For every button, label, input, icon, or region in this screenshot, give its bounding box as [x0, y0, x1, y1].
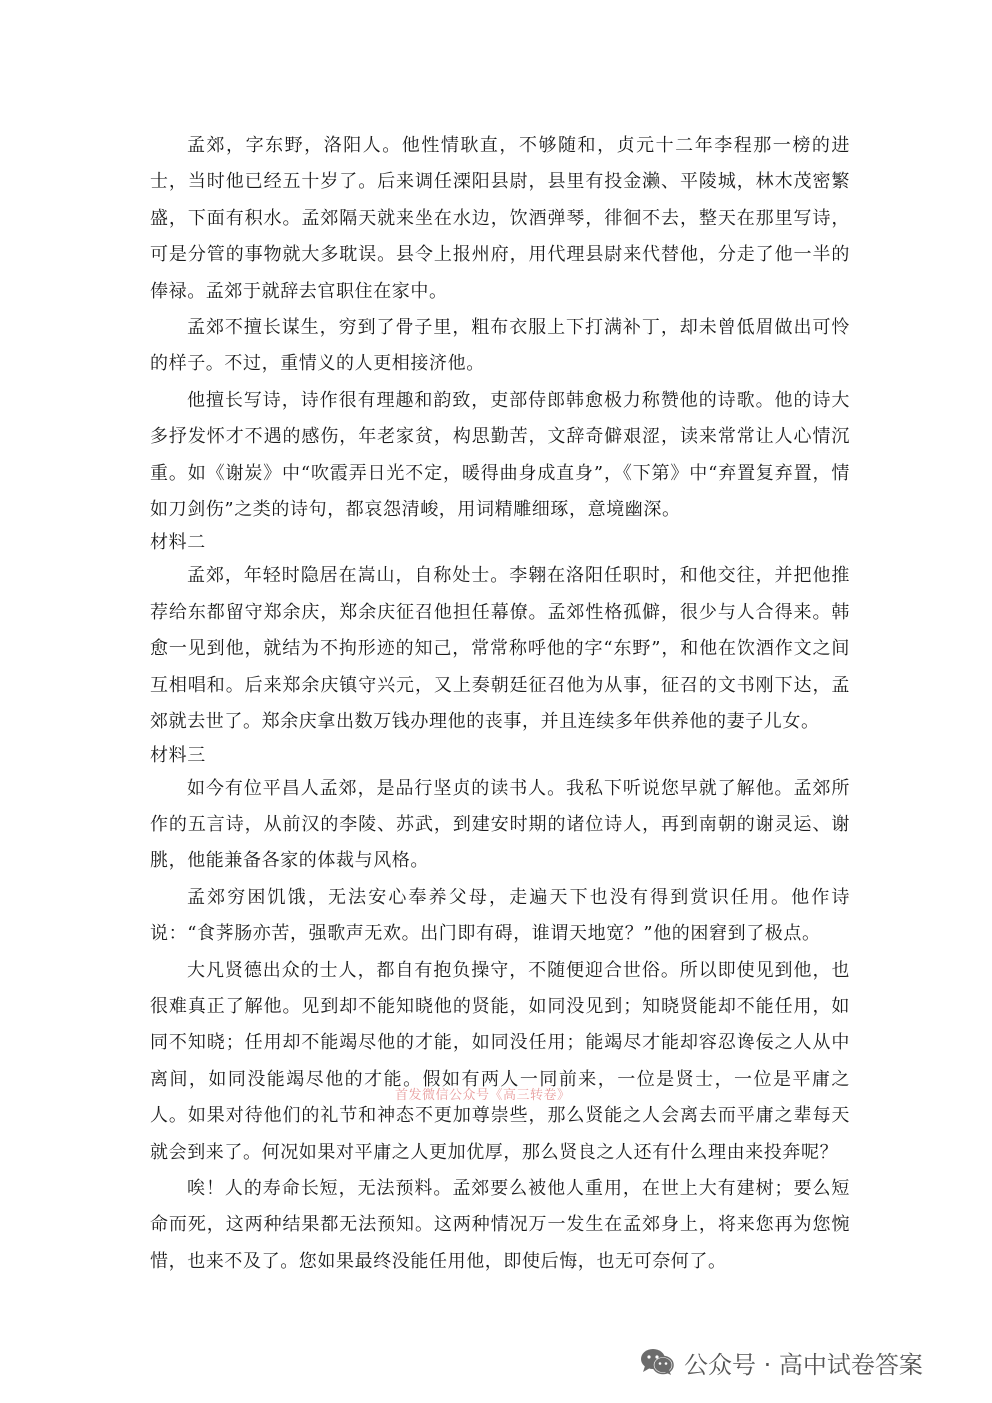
- section-heading-material-2: 材料二: [150, 532, 206, 554]
- footer-brand-text: 公众号 · 高中试卷答案: [684, 1350, 923, 1379]
- paragraph: 唉！人的寿命长短，无法预料。孟郊要么被他人重用，在世上大有建树；要么短命而死，这两种结果都无法预知。这两种情况万一发生在孟郊身上，将来您再为您惋惜，也来不及了。您如果最终没能任用他，即使后悔，也无可奈何了。: [150, 1177, 850, 1272]
- wechat-icon: [640, 1348, 674, 1376]
- paragraph: 他擅长写诗，诗作很有理趣和韵致，吏部侍郎韩愈极力称赞他的诗歌。他的诗大多抒发怀才不遇的感伤，年老家贫，构思勤苦，文辞奇僻艰涩，读来常常让人心情沉重。如《谢炭》中“吹霞弄日光不定，暖得曲身成直身”，《下第》中“弃置复弃置，情如刀剑伤”之类的诗句，都哀怨清峻，用词精雕细琢，意境幽深。: [150, 389, 850, 521]
- document-body: [150, 128, 850, 1280]
- paragraph: 大凡贤德出众的士人，都自有抱负操守，不随便迎合世俗。所以即使见到他，也很难真正了解他。见到却不能知晓他的贤能，如同没见到；知晓贤能却不能任用，如同不知晓；任用却不能竭尽他的才能，如同没任用；能竭尽才能却容忍谗佞之人从中离间，如同没能竭尽他的才能。假如有两人一同前来，一位是贤士，一位是平庸之人。如果对待他们的礼节和神态不更加尊崇些，那么贤能之人会离去而平庸之辈每天就会到来了。何况如果对平庸之人更加优厚，那么贤良之人还有什么理由来投奔呢？: [150, 959, 850, 1163]
- section-heading-material-3: 材料三: [150, 744, 206, 766]
- paragraph: 孟郊穷困饥饿，无法安心奉养父母，走遍天下也没有得到赏识任用。他作诗说：“食荠肠亦苦，强歌声无欢。出门即有碍，谁谓天地宽？”他的困窘到了极点。: [150, 886, 850, 945]
- watermark: 首发微信公众号《高三转卷》: [395, 1088, 571, 1103]
- footer-brand: [640, 1342, 923, 1382]
- paragraph: 孟郊，字东野，洛阳人。他性情耿直，不够随和，贞元十二年李程那一榜的进士，当时他已经五十岁了。后来调任溧阳县尉，县里有投金濑、平陵城，林木茂密繁盛，下面有积水。孟郊隔天就来坐在水边，饮酒弹琴，徘徊不去，整天在那里写诗，可是分管的事物就大多耽误。县令上报州府，用代理县尉来代替他，分走了他一半的俸禄。孟郊于就辞去官职住在家中。: [150, 135, 850, 302]
- paragraph: 孟郊，年轻时隐居在嵩山，自称处士。李翱在洛阳任职时，和他交往，并把他推荐给东都留守郑余庆，郑余庆征召他担任幕僚。孟郊性格孤僻，很少与人合得来。韩愈一见到他，就结为不拘形迹的知己，常常称呼他的字“东野”，和他在饮酒作文之间互相唱和。后来郑余庆镇守兴元，又上奏朝廷征召他为从事，征召的文书刚下达，孟郊就去世了。郑余庆拿出数万钱办理他的丧事，并且连续多年供养他的妻子儿女。: [150, 565, 850, 733]
- paragraph: 如今有位平昌人孟郊，是品行坚贞的读书人。我私下听说您早就了解他。孟郊所作的五言诗，从前汉的李陵、苏武，到建安时期的诸位诗人，再到南朝的谢灵运、谢朓，他能兼备各家的体裁与风格。: [150, 777, 850, 872]
- paragraph: 孟郊不擅长谋生，穷到了骨子里，粗布衣服上下打满补丁，却未曾低眉做出可怜的样子。不过，重情义的人更相接济他。: [150, 317, 850, 375]
